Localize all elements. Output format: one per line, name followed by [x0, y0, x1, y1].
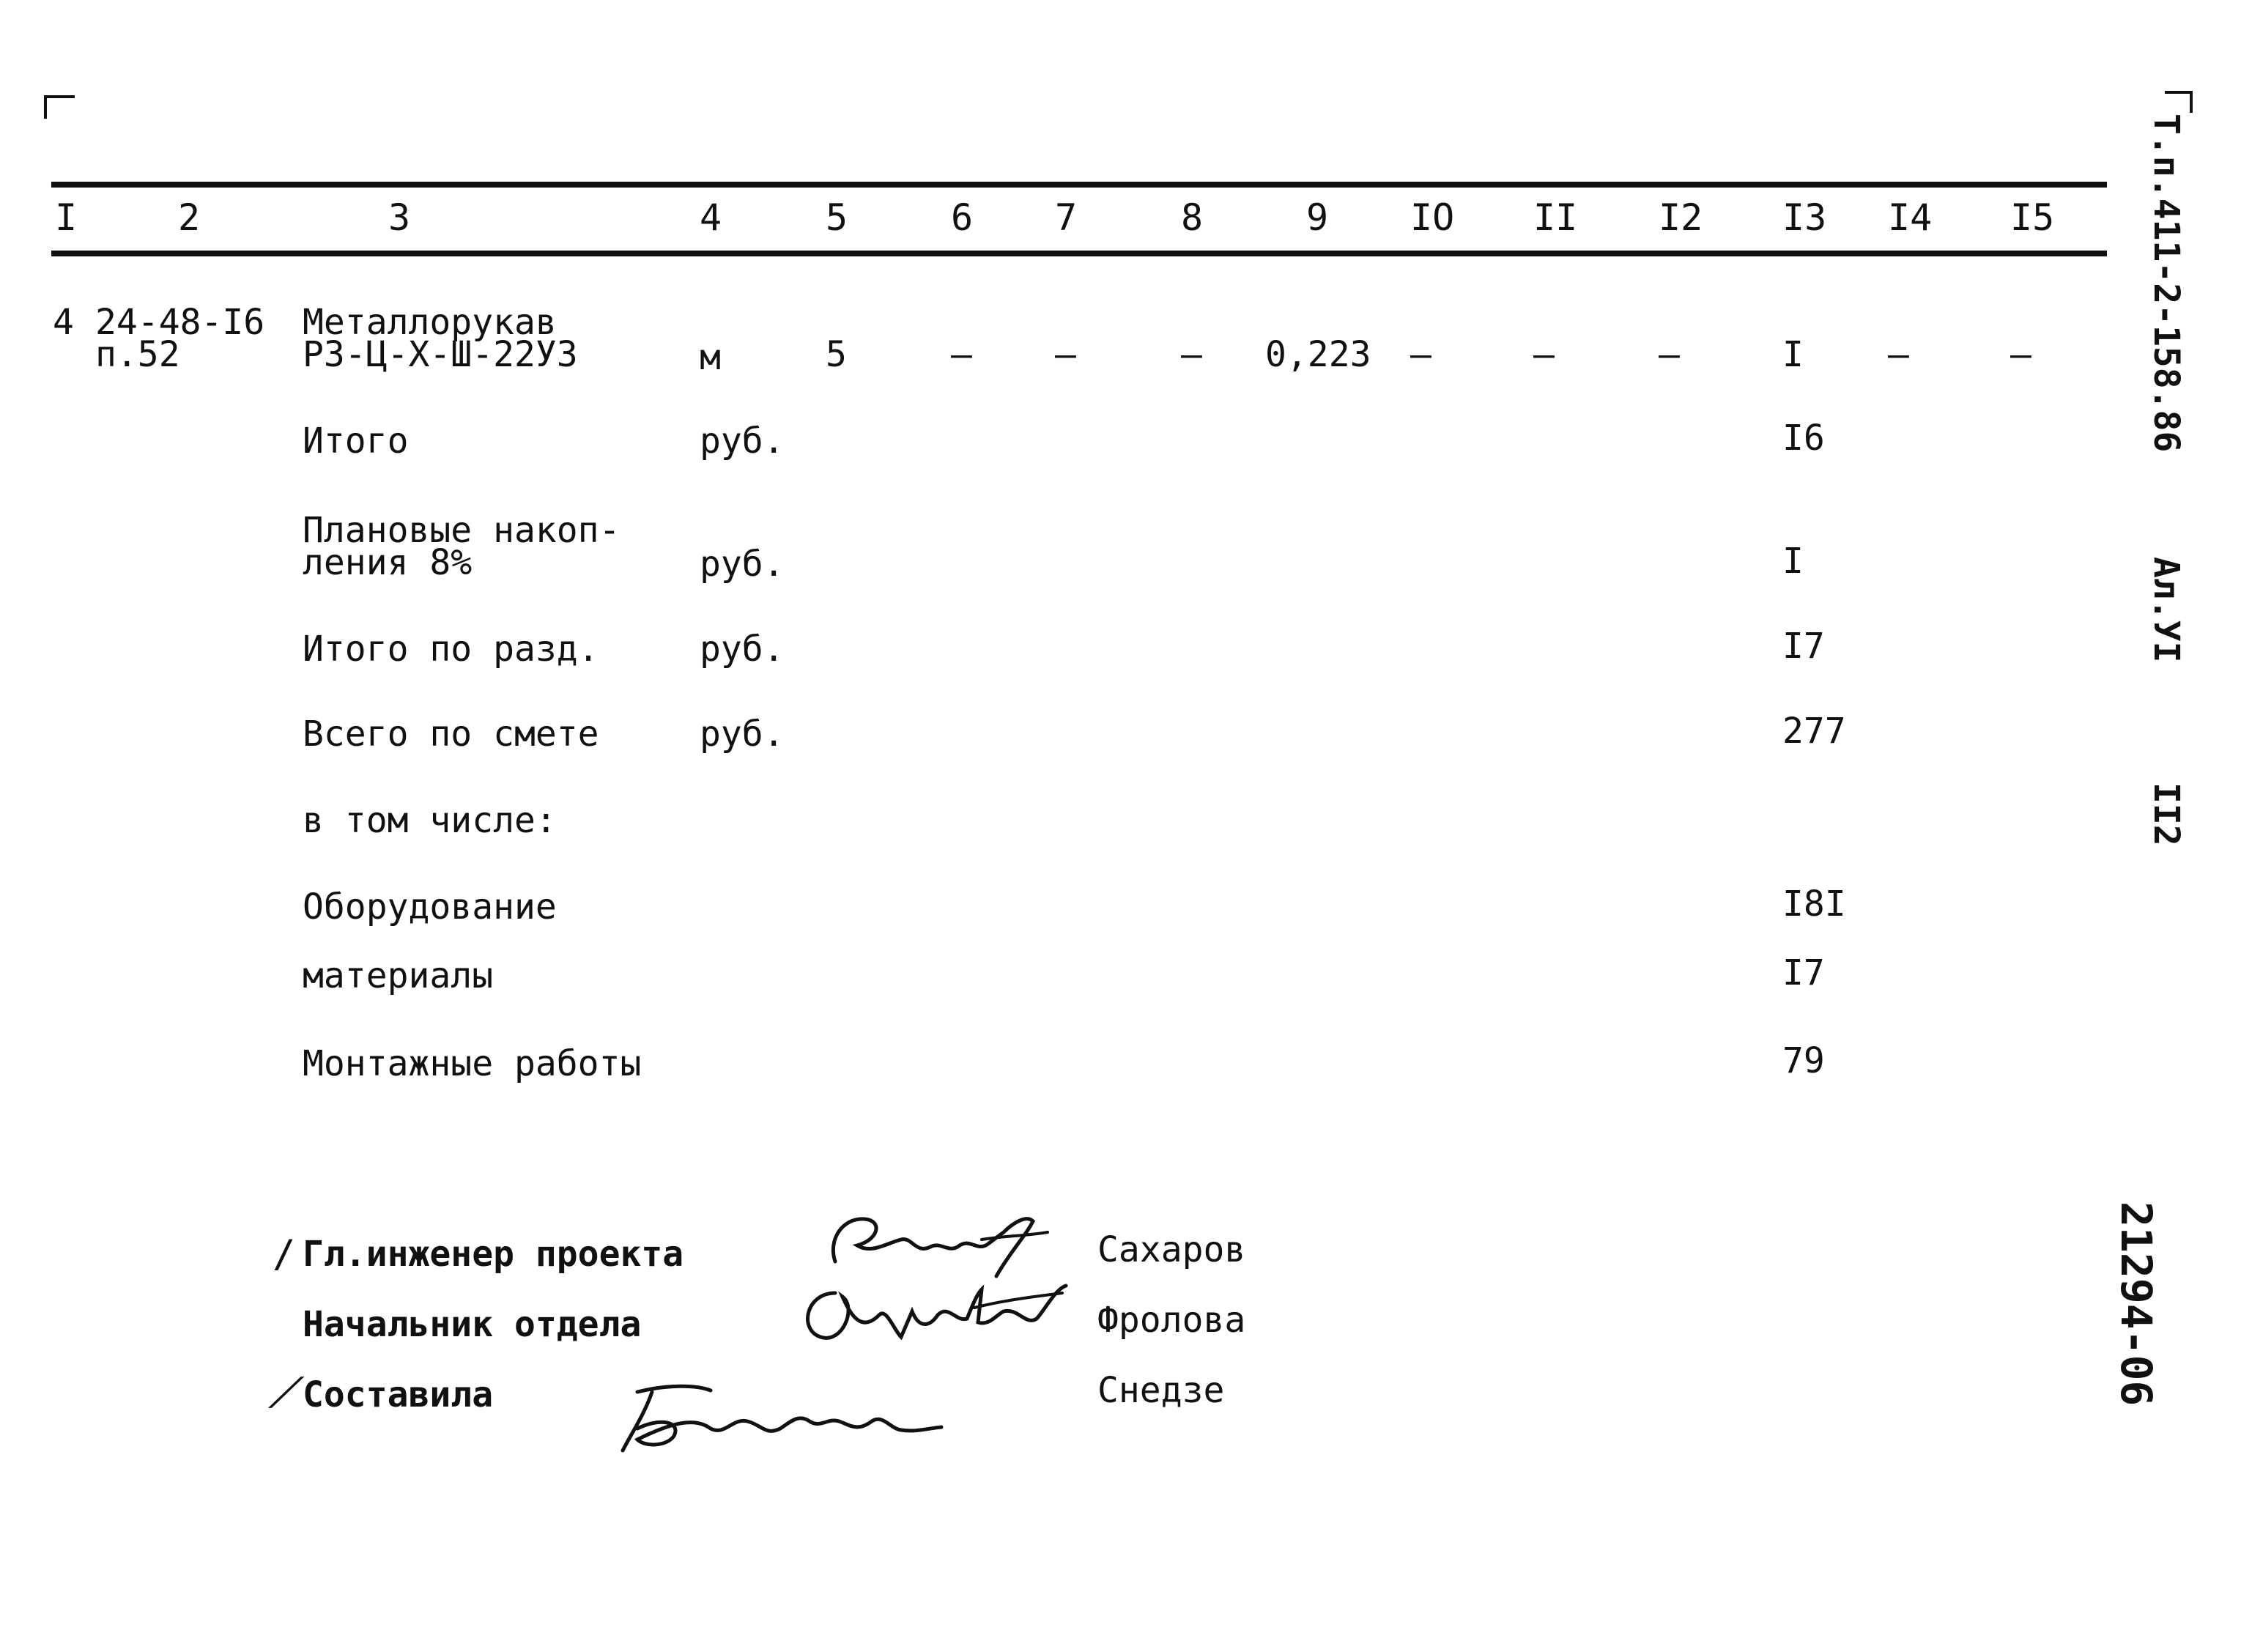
item-col-13: I	[1782, 334, 1804, 375]
header-col-6: 6	[951, 196, 974, 239]
corner-mark-top-left	[44, 95, 75, 119]
summary-unit: руб.	[700, 714, 785, 755]
item-unit: м	[700, 337, 721, 378]
margin-doc-code: Т.п.411-2-158.86	[2146, 114, 2187, 453]
summary-unit: руб.	[700, 544, 785, 585]
summary-value: I6	[1782, 418, 1825, 459]
signature-name: Фролова	[1097, 1300, 1246, 1341]
item-col-8: –	[1181, 334, 1202, 375]
summary-value: I	[1782, 541, 1804, 582]
summary-label: Оборудование	[303, 886, 557, 927]
summary-value: 79	[1782, 1040, 1825, 1081]
header-top-rule	[51, 182, 2107, 188]
handwritten-signature-2	[784, 1278, 1077, 1359]
signature-role: Начальник отдела	[303, 1304, 642, 1345]
header-col-15: I5	[2010, 196, 2055, 239]
header-bottom-rule	[51, 251, 2107, 256]
signature-role: Составила	[303, 1374, 494, 1415]
header-col-4: 4	[700, 196, 722, 239]
header-col-14: I4	[1888, 196, 1933, 239]
summary-value: I7	[1782, 952, 1825, 993]
summary-unit: руб.	[700, 421, 785, 462]
summary-label: Плановые накоп-	[303, 510, 621, 551]
summary-label: Всего по смете	[303, 714, 599, 755]
item-col-6: –	[951, 334, 972, 375]
item-col-15: –	[2010, 334, 2031, 375]
header-col-12: I2	[1659, 196, 1703, 239]
header-col-10: IO	[1410, 196, 1455, 239]
header-col-2: 2	[178, 196, 201, 239]
summary-label: Итого по разд.	[303, 629, 599, 670]
summary-label-cont: ления 8%	[303, 542, 473, 583]
header-col-1: I	[55, 196, 78, 239]
signature-role: Гл.инженер проекта	[303, 1234, 684, 1275]
summary-unit: руб.	[700, 629, 785, 670]
item-col-10: –	[1410, 334, 1431, 375]
summary-value: I8I	[1782, 884, 1846, 925]
margin-page-number: II2	[2146, 782, 2187, 846]
item-col-12: –	[1659, 334, 1680, 375]
item-name: Металлорукав	[303, 302, 557, 343]
slash-mark: /	[262, 1370, 311, 1414]
item-col-5: 5	[826, 334, 847, 375]
item-col-9: 0,223	[1265, 334, 1371, 375]
item-col-11: –	[1533, 334, 1555, 375]
header-col-3: 3	[388, 196, 411, 239]
header-col-8: 8	[1181, 196, 1204, 239]
item-code-point: п.52	[95, 334, 180, 375]
summary-label: в том числе:	[303, 800, 557, 841]
header-col-5: 5	[826, 196, 848, 239]
margin-album: Ал.УI	[2146, 557, 2187, 663]
handwritten-signature-1	[813, 1210, 1077, 1284]
header-col-9: 9	[1306, 196, 1329, 239]
handwritten-signature-3	[608, 1377, 945, 1458]
header-col-11: II	[1533, 196, 1578, 239]
summary-label: материалы	[303, 955, 494, 996]
margin-inventory-number: 21294-06	[2111, 1201, 2161, 1407]
item-name-mark: РЗ-Ц-Х-Ш-22УЗ	[303, 334, 578, 375]
slash-mark: /	[273, 1232, 296, 1276]
signature-name: Сахаров	[1097, 1229, 1246, 1270]
summary-label: Монтажные работы	[303, 1043, 642, 1084]
signature-name: Снедзе	[1097, 1370, 1225, 1411]
summary-label: Итого	[303, 421, 409, 462]
item-col-7: –	[1055, 334, 1076, 375]
corner-mark-top-right	[2165, 91, 2193, 113]
summary-value: 277	[1782, 711, 1846, 752]
header-col-7: 7	[1055, 196, 1078, 239]
summary-value: I7	[1782, 626, 1825, 667]
item-col-14: –	[1888, 334, 1909, 375]
header-col-13: I3	[1782, 196, 1827, 239]
item-number: 4	[53, 302, 74, 343]
item-code: 24-48-I6	[95, 302, 265, 343]
